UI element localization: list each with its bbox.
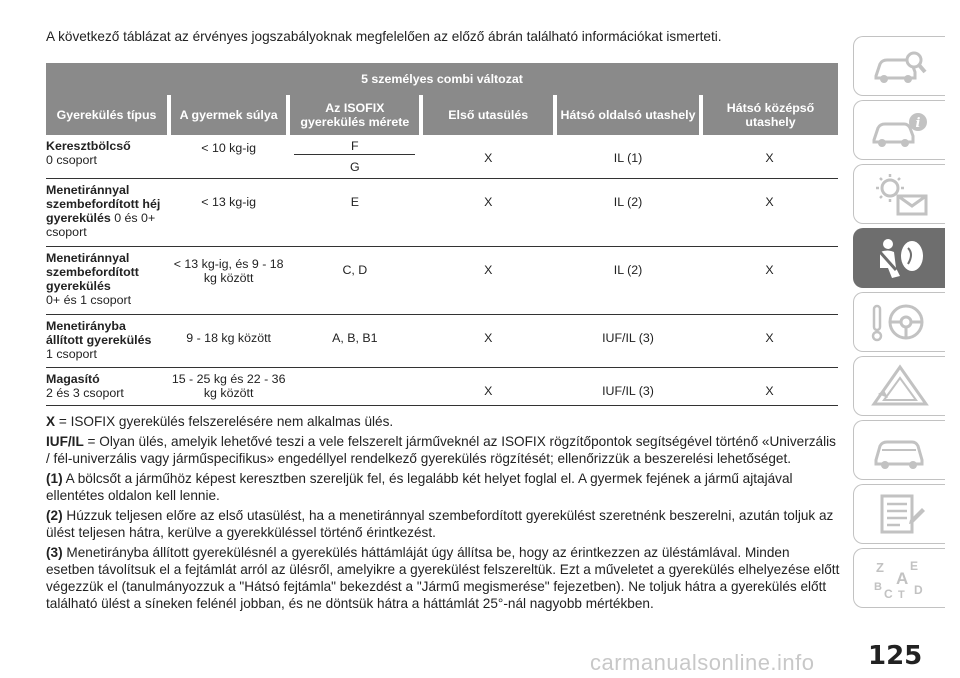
tab-vehicle-overview[interactable] (853, 36, 945, 96)
seat-group: 1 csoport (46, 346, 97, 361)
note-key: IUF/IL (46, 434, 84, 449)
header-rear-side: Hátsó oldalsó utashely (555, 95, 701, 135)
index-letter: E (909, 559, 918, 573)
index-letter: Z (875, 560, 884, 575)
rear-center-cell: X (701, 367, 838, 405)
seat-type-cell (46, 178, 169, 246)
tab-emergency[interactable] (853, 356, 945, 416)
seat-type-cell (46, 367, 169, 405)
seat-type-cell (46, 246, 169, 314)
warning-lights-icon (870, 172, 930, 216)
rear-center-cell: X (701, 135, 838, 178)
seatbelt-airbag-icon (870, 236, 930, 280)
front-seat-cell: X (421, 178, 555, 246)
size-cell (288, 135, 421, 178)
notes-section (46, 413, 840, 615)
rear-center-cell: X (701, 246, 838, 314)
tab-index[interactable] (853, 548, 945, 608)
index-letter: T (897, 589, 905, 600)
note-text: = Olyan ülés, amelyik lehetővé teszi a vele felszerelt járműveknél az ISOFIX rögzítőpontok segítségével történő «Univerzális / fél-univerzális vagy járműspecifikus» engedéllyel rendelkező gyerekülés rögzítését; ellenőrizzük a beszerelési lehetőséget. (46, 434, 836, 466)
weight-cell: < 13 kg-ig (169, 178, 288, 246)
header-seat-type: Gyerekülés típus (46, 95, 169, 135)
tab-safety[interactable] (853, 228, 945, 288)
size-cell: E (288, 178, 421, 246)
intro-text: A következő táblázat az érvényes jogszabályoknak megfelelően az előző ábrán található információkat ismerteti. (46, 29, 722, 44)
svg-text:i: i (915, 116, 920, 131)
table-row (46, 314, 838, 367)
header-child-weight: A gyermek súlya (169, 95, 288, 135)
steering-wheel-icon (870, 300, 930, 344)
specifications-icon (870, 492, 930, 536)
header-front-seat: Első utasülés (421, 95, 555, 135)
tab-technical-data[interactable] (853, 484, 945, 544)
header-isofix-size: Az ISOFIX gyerekülés mérete (288, 95, 421, 135)
tab-maintenance[interactable] (853, 420, 945, 480)
table-title: 5 személyes combi változat (46, 63, 838, 95)
note-text: Húzzuk teljesen előre az első utasülést, ha a menetiránnyal szembefordított gyerekülést szeretnénk beszerelni, azután toljuk az ülést teljesen hátra, kerülve a gyerekküléssel történő érintkezést. (46, 508, 834, 540)
seat-type-name: Magasító (46, 371, 100, 386)
note-text: Menetirányba állított gyerekülésnél a gyerekülés háttámláját úgy állítsa be, hogy az érintkezzen az üléstámlával. Minden esetben távolítsuk el a fejtámlát arról az ülésről, amelyikre a gyerekülést felszereltük. Ezt a műveletet a gyerekülés elhelyezése előtt végezzük el (tanulmányozzuk a "Hátsó fejtámla" bekezdést a "Jármű megismerése" fejezetben). Ne toljuk hátra a gyerekülés előtt található ülést a síneken felénél jobban, és ne döntsük hátra a háttámlát 25°-nál nagyobb mértékben. (46, 545, 840, 611)
seat-group: 0 és 0+ csoport (46, 210, 156, 239)
car-info-icon (870, 108, 930, 152)
car-service-icon (870, 428, 930, 472)
front-seat-cell: X (421, 246, 555, 314)
front-seat-cell: X (421, 367, 555, 405)
note-key: X (46, 414, 56, 429)
rear-side-cell: IUF/IL (3) (555, 367, 701, 405)
note-paragraph (46, 413, 840, 430)
alphabet-index-icon (870, 556, 930, 600)
note-text: = ISOFIX gyerekülés felszerelésére nem alkalmas ülés. (55, 414, 394, 429)
seat-group: 2 és 3 csoport (46, 385, 124, 400)
size-cell (288, 367, 421, 405)
tab-vehicle-info[interactable] (853, 100, 945, 160)
size-top: F (294, 135, 415, 155)
note-paragraph (46, 544, 840, 612)
table-row (46, 178, 838, 246)
index-letter: B (873, 581, 882, 593)
rear-side-cell: IL (2) (555, 178, 701, 246)
tab-starting-driving[interactable] (853, 292, 945, 352)
seat-group: 0 csoport (46, 153, 97, 167)
rear-center-cell: X (701, 178, 838, 246)
seat-type-name: Menetiránnyal szembefordított héj gyerekülés (46, 182, 161, 225)
seat-type-cell (46, 314, 169, 367)
isofix-table (46, 63, 838, 406)
note-key: (2) (46, 508, 63, 523)
note-key: (3) (46, 545, 63, 560)
note-key: (1) (46, 471, 63, 486)
seat-group: 0+ és 1 csoport (46, 292, 132, 307)
front-seat-cell: X (421, 135, 555, 178)
index-letter: D (913, 583, 923, 597)
car-search-icon (870, 44, 930, 88)
note-paragraph (46, 433, 840, 467)
table-row (46, 246, 838, 314)
weight-cell: < 10 kg-ig (169, 135, 288, 178)
watermark: carmanualsonline.info (590, 650, 815, 675)
rear-side-cell: IL (2) (555, 246, 701, 314)
note-paragraph (46, 507, 840, 541)
size-cell: C, D (288, 246, 421, 314)
rear-center-cell: X (701, 314, 838, 367)
seat-type-name: Menetiránnyal szembefordított gyerekülés (46, 250, 139, 293)
index-letter: C (883, 587, 893, 600)
weight-cell: < 13 kg-ig, és 9 - 18 kg között (169, 246, 288, 314)
table-row (46, 135, 838, 178)
seat-type-name: Menetirányba állított gyerekülés (46, 318, 152, 347)
chapter-tabs (853, 36, 953, 612)
size-bottom: G (350, 160, 360, 174)
rear-side-cell: IUF/IL (3) (555, 314, 701, 367)
warning-triangle-icon (870, 364, 930, 408)
header-rear-center: Hátsó középső utashely (701, 95, 838, 135)
weight-cell: 9 - 18 kg között (169, 314, 288, 367)
seat-type-name: Keresztbölcső (46, 139, 131, 153)
weight-cell: 15 - 25 kg és 22 - 36 kg között (169, 367, 288, 405)
note-text: A bölcsőt a járműhöz képest keresztben szereljük fel, és legalább két helyet foglal el. A gyermek fejének a jármű ajtajával ellentétes oldalon kell lennie. (46, 471, 793, 503)
index-letter: A (895, 569, 908, 588)
rear-side-cell: IL (1) (555, 135, 701, 178)
size-cell: A, B, B1 (288, 314, 421, 367)
page-number: 125 (868, 641, 923, 671)
seat-type-cell (46, 135, 169, 178)
tab-warning-lights[interactable] (853, 164, 945, 224)
table-row (46, 367, 838, 405)
note-paragraph (46, 470, 840, 504)
front-seat-cell: X (421, 314, 555, 367)
